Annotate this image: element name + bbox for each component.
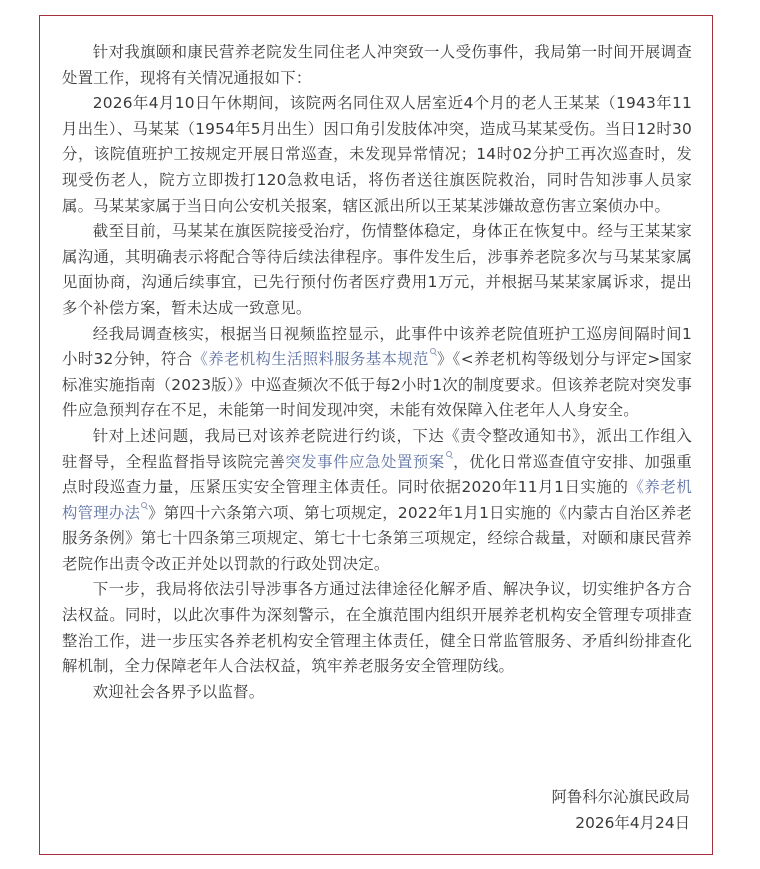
paragraph-status: 截至目前，马某某在旗医院接受治疗，伤情整体稳定，身体正在恢复中。经与王某某家属沟通，其明确表示将配合等待后续法律程序。事件发生后，涉事养老院多次与马某某家属见面协商，沟通后续事宜，已先行预付伤者医疗费用1万元，并根据马某某家属诉求，提出多个补偿方案，暂未达成一致意见。 (62, 222, 692, 317)
search-icon[interactable] (430, 348, 437, 355)
issuing-organization: 阿鲁科尔沁旗民政局 (551, 788, 690, 806)
search-icon[interactable] (141, 502, 148, 509)
document-body (62, 40, 692, 705)
link-emergency-plan-label[interactable]: 突发事件应急处置预案 (285, 452, 445, 471)
paragraph-closing: 欢迎社会各界予以监督。 (92, 682, 265, 701)
paragraph-incident: 2026年4月10日午休期间，该院两名同住双人居室近4个月的老人王某某（1943年11月出生）、马某某（1954年5月出生）因口角引发肢体冲突，造成马某某受伤。当日12时30分，该院值班护工按规定开展日常巡查，未发现异常情况；14时02分护工再次巡查时，发现受伤老人，院方立即拨打120急救电话，将伤者送往旗医院救治，同时告知涉事人员家属。马某某家属于当日向公安机关报案，辖区派出所以王某某涉嫌故意伤害立案侦办中。 (62, 94, 692, 215)
investigation-text-a: 经我局调查核实，根据当日视频监控显示，此事件中该养老院值班护工巡房间隔时间1小时32分钟，符合 (62, 324, 692, 369)
link-care-service-standard-label[interactable]: 《养老机构生活照料服务基本规范 (192, 350, 429, 369)
measures-text-c: 》第四十六条第六项、第七项规定，2022年1月1日实施的《内蒙古自治区养老服务条例》第七十四条第三项规定、第七十七条第三项规定，经综合裁量，对颐和康民营养老院作出责令改正并处以罚款的行政处罚决定。 (62, 503, 692, 573)
link-care-service-standard[interactable] (192, 350, 436, 368)
paragraph-measures (62, 424, 692, 578)
measures-text-a: 针对上述问题，我局已对该养老院进行约谈，下达《责令整改通知书》，派出工作组入驻督导，全程监督指导该院完善 (62, 426, 692, 471)
document-frame (39, 15, 713, 855)
link-management-measures-label[interactable]: 《养老机构管理办法 (62, 478, 692, 522)
issue-date: 2026年4月24日 (575, 814, 690, 832)
investigation-text-b: 》《<养老机构等级划分与评定>国家标准实施指南（2023版）》中巡查频次不低于每2小时1次的制度要求。但该养老院对突发事件应急预判存在不足，未能第一时间发现冲突，未能有效保障入住老年人人身安全。 (62, 350, 692, 420)
paragraph-investigation (62, 322, 692, 424)
search-icon[interactable] (446, 451, 453, 458)
paragraph-next-steps: 下一步，我局将依法引导涉事各方通过法律途径化解矛盾、解决争议，切实维护各方合法权益。同时，以此次事件为深刻警示，在全旗范围内组织开展养老机构安全管理专项排查整治工作，进一步压实各养老机构安全管理主体责任，健全日常监管服务、矛盾纠纷排查化解机制，全力保障老年人合法权益，筑牢养老服务安全管理防线。 (62, 580, 692, 676)
paragraph-intro: 针对我旗颐和康民营养老院发生同住老人冲突致一人受伤事件，我局第一时间开展调查处置工作，现将有关情况通报如下： (62, 43, 692, 87)
signature-block (551, 784, 690, 836)
link-emergency-plan[interactable] (285, 453, 452, 471)
measures-text-b: ，优化日常巡查值守安排、加强重点时段巡查力量，压紧压实安全管理主体责任。同时依据2020年11月1日实施的 (62, 452, 692, 497)
